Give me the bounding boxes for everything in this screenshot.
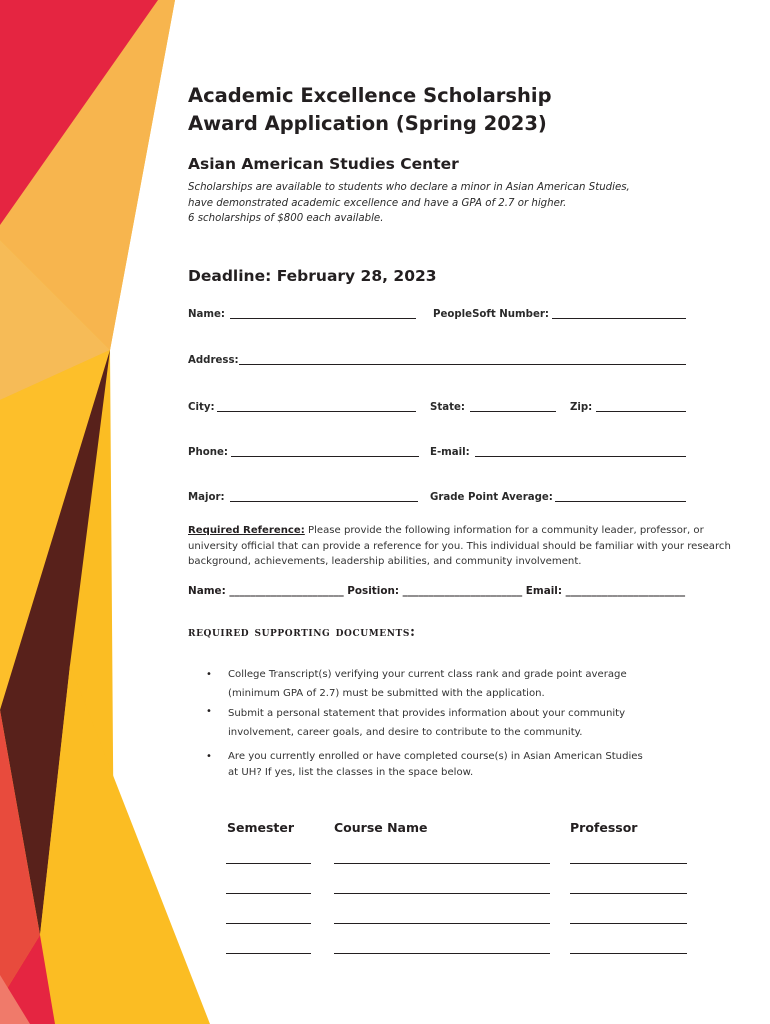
- bullet-icon: •: [206, 751, 212, 762]
- professor-field[interactable]: [570, 953, 687, 954]
- course-name-column-header: Course Name: [334, 820, 428, 835]
- semester-field[interactable]: [226, 923, 311, 924]
- supporting-item-3: [228, 749, 643, 781]
- course-name-field[interactable]: [334, 863, 550, 864]
- address-field[interactable]: [239, 364, 686, 365]
- supporting-item-1: [228, 665, 627, 703]
- reference-email-field[interactable]: _______________________: [565, 585, 686, 597]
- reference-position-label: Position:: [347, 585, 400, 597]
- reference-text-1: Please provide the following information for a community leader, professor, or: [304, 525, 704, 536]
- scholarship-description: [188, 180, 630, 227]
- banner-yellow-lower: [40, 665, 210, 1024]
- gpa-label: Grade Point Average:: [430, 492, 553, 503]
- intro-line-3: 6 scholarships of $800 each available.: [188, 213, 384, 224]
- professor-field[interactable]: [570, 923, 687, 924]
- semester-field[interactable]: [226, 953, 311, 954]
- reference-instructions: [188, 523, 731, 570]
- supporting-item-3-line-1: Are you currently enrolled or have completed course(s) in Asian American Studies: [228, 751, 643, 762]
- zip-field[interactable]: [596, 411, 686, 412]
- course-name-field[interactable]: [334, 923, 550, 924]
- supporting-item-1-line-1: College Transcript(s) verifying your current class rank and grade point average: [228, 669, 627, 680]
- page-title: [188, 82, 552, 138]
- supporting-item-3-line-2: at UH? If yes, list the classes in the space below.: [228, 767, 474, 778]
- peoplesoft-label: PeopleSoft Number:: [433, 309, 549, 320]
- state-label: State:: [430, 402, 465, 413]
- course-name-field[interactable]: [334, 893, 550, 894]
- gpa-field[interactable]: [555, 501, 686, 502]
- supporting-item-1-line-2: (minimum GPA of 2.7) must be submitted with the application.: [228, 688, 545, 699]
- name-field[interactable]: [230, 318, 416, 319]
- intro-line-1: Scholarships are available to students who declare a minor in Asian American Studies,: [188, 182, 630, 193]
- name-label: Name:: [188, 309, 225, 320]
- deadline-heading: Deadline: February 28, 2023: [188, 267, 437, 285]
- professor-field[interactable]: [570, 863, 687, 864]
- peoplesoft-field[interactable]: [552, 318, 686, 319]
- semester-field[interactable]: [226, 863, 311, 864]
- state-field[interactable]: [470, 411, 556, 412]
- reference-fields-row: [188, 585, 685, 597]
- supporting-item-2-line-1: Submit a personal statement that provides information about your community: [228, 708, 626, 719]
- semester-field[interactable]: [226, 893, 311, 894]
- major-field[interactable]: [230, 501, 418, 502]
- intro-line-2: have demonstrated academic excellence and have a GPA of 2.7 or higher.: [188, 197, 567, 209]
- bullet-icon: •: [206, 669, 212, 680]
- phone-field[interactable]: [231, 456, 419, 457]
- title-line-1: Academic Excellence Scholarship: [188, 84, 552, 107]
- course-name-field[interactable]: [334, 953, 550, 954]
- reference-position-field[interactable]: _______________________: [402, 585, 523, 597]
- email-label: E-mail:: [430, 447, 470, 458]
- bullet-icon: •: [206, 706, 212, 717]
- reference-name-label: Name:: [188, 585, 226, 597]
- major-label: Major:: [188, 492, 225, 503]
- reference-email-label: Email:: [525, 585, 562, 597]
- supporting-documents-heading: required supporting documents:: [188, 624, 416, 640]
- city-label: City:: [188, 402, 215, 413]
- semester-column-header: Semester: [227, 820, 295, 835]
- phone-label: Phone:: [188, 447, 228, 458]
- title-line-2: Award Application (Spring 2023): [188, 112, 547, 135]
- supporting-item-2-line-2: involvement, career goals, and desire to contribute to the community.: [228, 727, 583, 738]
- email-field[interactable]: [475, 456, 686, 457]
- reference-text-2: university official that can provide a reference for you. This individual should be familiar with your research: [188, 540, 731, 552]
- center-name: Asian American Studies Center: [188, 155, 459, 173]
- professor-field[interactable]: [570, 893, 687, 894]
- address-label: Address:: [188, 355, 239, 366]
- reference-name-field[interactable]: ______________________: [229, 585, 344, 597]
- reference-heading: Required Reference:: [188, 525, 305, 536]
- zip-label: Zip:: [570, 402, 593, 413]
- city-field[interactable]: [217, 411, 416, 412]
- supporting-item-2: [228, 704, 625, 742]
- reference-text-3: background, achievements, leadership abilities, and community involvement.: [188, 556, 582, 568]
- professor-column-header: Professor: [570, 820, 638, 835]
